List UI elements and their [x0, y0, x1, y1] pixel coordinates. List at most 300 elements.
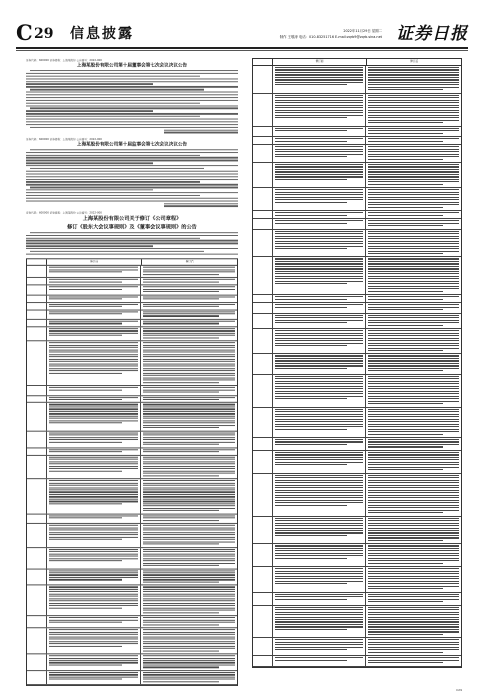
text-line [26, 121, 238, 122]
text-line [368, 202, 459, 203]
text-line [368, 644, 459, 645]
text-line [368, 409, 459, 410]
text-line [49, 439, 139, 440]
text-line [368, 271, 459, 272]
table-row [253, 656, 461, 666]
masthead [16, 22, 468, 44]
text-line [26, 171, 238, 172]
table-header [253, 59, 461, 66]
text-line [49, 503, 122, 504]
text-line [368, 446, 442, 447]
date-line: 2022年11月29日 星期二 [343, 29, 382, 33]
table-body [27, 266, 237, 685]
table-row [253, 638, 461, 656]
after-cell [366, 606, 461, 638]
table-row [253, 127, 461, 137]
after-cell [366, 451, 461, 473]
text-line [368, 112, 459, 113]
text-line [26, 243, 238, 244]
row-index-cell [253, 638, 273, 655]
text-line [368, 480, 459, 481]
text-line [30, 232, 238, 233]
row-index-cell [253, 474, 273, 516]
text-line [275, 553, 364, 554]
text-line [30, 108, 238, 109]
text-line [368, 485, 459, 486]
before-cell [47, 569, 142, 585]
after-cell [366, 375, 461, 407]
text-line [368, 581, 459, 582]
after-cell [141, 327, 237, 340]
text-line [368, 317, 459, 318]
text-line [49, 639, 139, 640]
before-cell [273, 544, 367, 566]
text-line [275, 95, 364, 96]
text-line [143, 281, 218, 282]
row-index-cell [27, 514, 47, 523]
text-line [368, 207, 442, 208]
text-line [26, 97, 238, 98]
text-line [275, 138, 364, 139]
text-line [143, 485, 235, 486]
text-line [368, 378, 459, 379]
text-line [275, 69, 364, 70]
after-cell [141, 431, 237, 447]
text-line [49, 420, 139, 421]
text-line [275, 358, 364, 359]
notice-subtitle: 修订《股东大会议事规则》及《董事会议事规则》的公告 [67, 224, 197, 231]
text-line [49, 272, 122, 273]
text-line [275, 607, 364, 608]
text-line [49, 289, 122, 290]
text-line [49, 572, 139, 573]
text-line [275, 169, 364, 170]
text-line [49, 463, 139, 464]
text-line [143, 413, 235, 414]
text-line [26, 198, 238, 199]
text-line [143, 377, 235, 378]
text-line [26, 254, 238, 255]
table-row [27, 303, 237, 310]
text-line [275, 383, 364, 384]
text-line [275, 238, 364, 239]
text-line [26, 190, 153, 191]
text-line [49, 598, 139, 599]
text-line [368, 523, 459, 524]
text-line [368, 631, 459, 632]
text-line [368, 89, 442, 90]
text-line [143, 382, 218, 383]
row-index-cell [27, 569, 47, 585]
text-line [275, 338, 364, 339]
text-line [368, 490, 459, 491]
text-line [275, 550, 364, 551]
after-cell [141, 303, 237, 309]
before-cell [47, 431, 142, 447]
text-line [275, 647, 364, 648]
text-line [49, 368, 139, 369]
text-line [143, 677, 235, 678]
text-line [368, 518, 459, 519]
text-line [49, 603, 139, 604]
text-line [26, 100, 238, 101]
text-line [368, 164, 459, 165]
notice-body [26, 70, 238, 128]
before-cell [47, 266, 142, 277]
text-line [49, 492, 139, 493]
text-line [143, 534, 235, 535]
text-line [368, 100, 459, 101]
text-line [143, 370, 235, 371]
before-cell [273, 94, 367, 126]
text-line [368, 634, 442, 635]
table-body [253, 66, 461, 667]
text-line [368, 454, 459, 455]
text-line [368, 535, 459, 536]
text-line [275, 657, 364, 658]
text-line [368, 411, 459, 412]
after-cell [141, 671, 237, 684]
after-cell [141, 616, 237, 627]
row-index-cell [27, 586, 47, 616]
text-line [143, 506, 235, 507]
text-line [143, 575, 235, 576]
text-line [26, 192, 238, 193]
table-row [253, 567, 461, 592]
text-line [275, 421, 364, 422]
text-line [275, 100, 364, 101]
text-line [368, 459, 459, 460]
notice-title: 上海某股份有限公司关于修订《公司章程》 [82, 216, 182, 222]
text-line [49, 674, 139, 675]
text-line [368, 304, 459, 305]
after-cell [366, 314, 461, 328]
row-index-cell [253, 257, 273, 294]
text-line [143, 409, 235, 410]
text-line [49, 267, 139, 268]
text-line [275, 112, 364, 113]
text-line [49, 608, 122, 609]
text-line [275, 583, 348, 584]
before-cell [47, 303, 142, 309]
text-line [30, 127, 238, 128]
text-line [49, 366, 139, 367]
text-line [368, 441, 459, 442]
text-line [30, 168, 204, 169]
text-line [368, 568, 459, 569]
notice-body [26, 232, 238, 255]
text-line [368, 586, 459, 587]
text-line [143, 304, 235, 305]
table-row [27, 569, 237, 586]
text-line [143, 610, 235, 611]
row-index-cell [253, 66, 273, 93]
after-cell [366, 656, 461, 665]
before-cell [273, 408, 367, 437]
before-cell [47, 671, 142, 684]
after-cell [366, 544, 461, 566]
text-line [26, 237, 200, 238]
text-line [143, 480, 235, 481]
text-line [143, 352, 235, 353]
text-line [275, 220, 364, 221]
text-line [143, 321, 235, 322]
text-line [368, 560, 459, 561]
before-cell [273, 127, 367, 136]
text-line [26, 157, 238, 158]
before-cell [273, 474, 367, 516]
text-line [275, 149, 364, 150]
text-line [275, 520, 364, 521]
text-line [275, 304, 364, 305]
before-cell [47, 448, 142, 454]
text-line [368, 166, 459, 167]
text-line [30, 70, 238, 71]
text-line [49, 352, 139, 353]
text-line [368, 530, 459, 531]
text-line [143, 289, 235, 290]
text-line [49, 594, 139, 595]
text-line [368, 77, 459, 78]
before-cell [273, 188, 367, 210]
text-line [30, 187, 238, 188]
text-line [368, 253, 442, 254]
before-cell [273, 593, 367, 605]
text-line [49, 432, 139, 433]
text-line [275, 146, 364, 147]
text-line [275, 573, 364, 574]
text-line [143, 541, 235, 542]
table-row [27, 285, 237, 295]
text-line [49, 515, 139, 516]
text-line [143, 525, 235, 526]
before-cell [47, 310, 142, 319]
text-line [275, 273, 364, 274]
text-line [143, 639, 235, 640]
text-line [275, 462, 364, 463]
text-line [275, 271, 364, 272]
text-line [143, 591, 235, 592]
text-line [275, 102, 364, 103]
text-line [143, 359, 235, 360]
text-line [275, 166, 364, 167]
text-line [143, 343, 235, 344]
text-line [143, 629, 235, 630]
text-line [49, 370, 139, 371]
text-line [275, 278, 364, 279]
text-line [275, 381, 364, 382]
text-line [143, 473, 235, 474]
text-line [368, 225, 442, 226]
after-cell [366, 567, 461, 591]
before-cell [47, 278, 142, 284]
text-line [143, 404, 235, 405]
text-line [275, 263, 364, 264]
text-line [368, 502, 459, 503]
text-line [143, 539, 235, 540]
before-cell [47, 295, 142, 301]
text-line [368, 340, 459, 341]
row-index-cell [27, 616, 47, 627]
header-after: 修订后 [410, 60, 419, 63]
text-line [275, 322, 348, 323]
text-line [275, 296, 364, 297]
text-line [368, 220, 459, 221]
text-line [275, 110, 364, 111]
text-line [49, 435, 139, 436]
text-line [275, 426, 364, 427]
text-line [49, 629, 139, 630]
text-line [49, 387, 139, 388]
text-line [30, 251, 204, 252]
text-line [368, 268, 459, 269]
text-line [143, 549, 235, 550]
before-cell [273, 257, 367, 294]
table-row [253, 517, 461, 545]
text-line [143, 577, 235, 578]
text-line [368, 398, 459, 399]
after-cell [366, 163, 461, 187]
text-line [26, 73, 238, 74]
text-line [368, 540, 442, 541]
text-line [275, 345, 348, 346]
text-line [49, 321, 139, 322]
text-line [275, 612, 364, 613]
table-row [253, 145, 461, 163]
text-line [275, 487, 364, 488]
text-line [275, 141, 348, 142]
text-line [275, 117, 348, 118]
text-line [26, 105, 238, 106]
text-line [368, 358, 459, 359]
text-line [49, 551, 139, 552]
text-line [143, 520, 218, 521]
text-line [49, 660, 139, 661]
text-line [143, 475, 218, 476]
before-cell [273, 656, 367, 665]
text-line [368, 563, 442, 564]
text-line [368, 194, 459, 195]
text-line [143, 518, 235, 519]
text-line [368, 657, 459, 658]
text-line [275, 77, 364, 78]
text-line [368, 273, 459, 274]
text-line [368, 386, 459, 387]
text-line [368, 174, 459, 175]
text-line [275, 330, 364, 331]
text-line [368, 141, 442, 142]
text-line [368, 325, 442, 326]
row-index-cell [27, 266, 47, 277]
text-line [49, 480, 139, 481]
text-line [143, 416, 235, 417]
after-cell [141, 479, 237, 513]
text-line [143, 655, 235, 656]
after-cell [366, 295, 461, 302]
text-line [143, 496, 235, 497]
notice-articles-amendment [26, 211, 238, 255]
row-index-cell [253, 567, 273, 591]
table-row [253, 314, 461, 329]
text-line [49, 537, 139, 538]
text-line [368, 475, 459, 476]
text-line [368, 464, 459, 465]
text-line [275, 236, 364, 237]
text-line [143, 397, 235, 398]
text-line [275, 192, 364, 193]
text-line [143, 582, 218, 583]
text-line [368, 348, 459, 349]
text-line [143, 444, 218, 445]
text-line [30, 89, 204, 90]
text-line [275, 490, 364, 491]
text-line [368, 649, 459, 650]
text-line [275, 335, 364, 336]
text-line [368, 578, 459, 579]
text-line [143, 356, 235, 357]
text-line [49, 363, 139, 364]
text-line [49, 354, 139, 355]
row-index-cell [253, 94, 273, 126]
text-line [368, 266, 459, 267]
text-line [275, 660, 348, 661]
text-line [49, 406, 139, 407]
text-line [143, 650, 218, 651]
text-line [49, 416, 139, 417]
text-line [143, 587, 235, 588]
row-index-cell [27, 303, 47, 309]
text-line [26, 160, 238, 161]
notice-title: 上海某股份有限公司第十届董事会第七次会议决议公告 [76, 63, 188, 69]
text-line [49, 423, 122, 424]
text-line [368, 184, 442, 185]
text-line [368, 599, 459, 600]
text-line [275, 528, 364, 529]
text-line [143, 646, 235, 647]
text-line [275, 495, 364, 496]
text-line [49, 335, 122, 336]
text-line [49, 373, 122, 374]
before-cell [47, 628, 142, 653]
text-line [368, 609, 459, 610]
notice-date [164, 206, 238, 207]
text-line [368, 619, 459, 620]
table-row [27, 671, 237, 685]
text-line [368, 117, 459, 118]
text-line [368, 296, 459, 297]
text-line [275, 315, 364, 316]
text-line [368, 571, 459, 572]
text-line [368, 154, 459, 155]
before-cell [47, 285, 142, 294]
text-line [275, 441, 364, 442]
text-line [49, 313, 122, 314]
row-index-cell [27, 342, 47, 386]
after-cell [366, 230, 461, 257]
text-line [275, 368, 348, 369]
text-line [49, 570, 139, 571]
text-line [143, 389, 235, 390]
row-index-cell [253, 354, 273, 373]
text-line [49, 356, 139, 357]
text-line [275, 215, 348, 216]
text-line [368, 355, 459, 356]
text-line [49, 499, 139, 500]
text-line [143, 399, 218, 400]
text-line [368, 363, 459, 364]
text-line [275, 320, 364, 321]
text-line [275, 365, 364, 366]
